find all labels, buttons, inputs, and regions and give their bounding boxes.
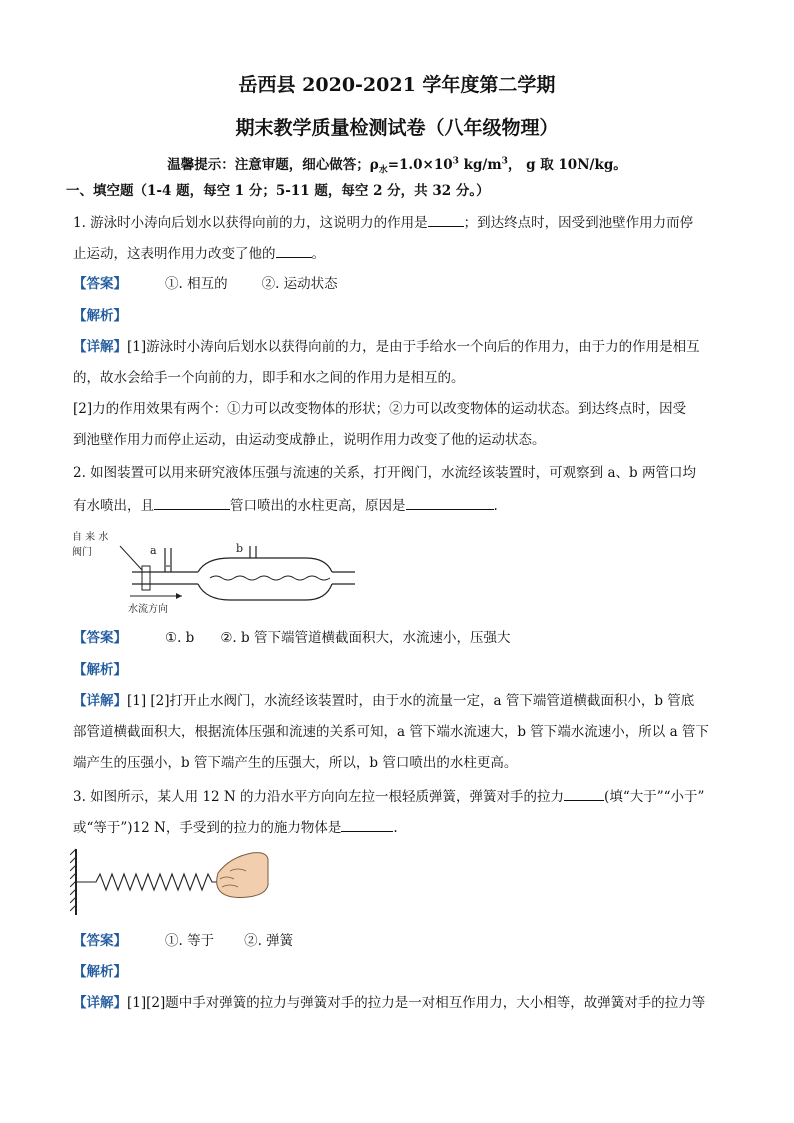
fig-valve-leader xyxy=(120,546,142,570)
spring xyxy=(76,874,222,890)
q1-analysis-tag: 【解析】 xyxy=(73,308,127,324)
q2-blank-2 xyxy=(406,495,494,510)
hand-icon xyxy=(217,853,268,898)
q2-line2 xyxy=(73,495,498,516)
venturi-tube-diagram xyxy=(70,528,360,618)
tips-mid: =1.0×10 xyxy=(387,157,453,173)
q2-text-c: . xyxy=(493,498,498,514)
q2-detail-text-1: [1] [2]打开止水阀门，水流经该装置时，由于水的流量一定，a 管下端管道横截面积小，b 管底 xyxy=(127,693,695,709)
detail-tag: 【详解】 xyxy=(73,339,127,355)
fig-label-b: b xyxy=(236,542,244,555)
tips-suffix: ， g 取 10N/kg。 xyxy=(507,157,627,173)
tips-line xyxy=(0,153,794,176)
q2-text-a: 有水喷出，且 xyxy=(73,498,154,514)
tips-sub: 水 xyxy=(378,165,388,176)
exam-title-line2: 期末教学质量检测试卷（八年级物理） xyxy=(235,117,559,139)
q3-blank-2 xyxy=(341,817,393,832)
valve-icon xyxy=(142,566,150,590)
q2-blank-1 xyxy=(154,495,230,510)
q3-text-b: (填“大于”“小于” xyxy=(604,789,705,805)
q3-text-d: . xyxy=(393,820,398,836)
q3-ans-2: ②. 弹簧 xyxy=(244,933,294,949)
q2-ans-2: ②. b 管下端管道横截面积大，水流速小，压强大 xyxy=(220,630,511,646)
q3-detail-text-1: [1][2]题中手对弹簧的拉力与弹簧对手的拉力是一对相互作用力，大小相等，故弹簧对手的拉力等 xyxy=(127,995,706,1011)
q2-detail-1 xyxy=(73,691,694,711)
tips-sup-unit: 3 xyxy=(501,156,508,167)
q1-ans-1: ①. 相互的 xyxy=(165,276,228,292)
q2-detail-3: 端产生的压强小，b 管下端产生的压强大，所以，b 管口喷出的水柱更高。 xyxy=(73,755,518,771)
q2-text-b: 管口喷出的水柱更高，原因是 xyxy=(230,498,406,514)
q1-text-c: 止运动，这表明作用力改变了他的 xyxy=(73,246,276,262)
q1-text-d: 。 xyxy=(311,246,325,262)
q1-blank-1 xyxy=(428,212,464,227)
q3-analysis-tag: 【解析】 xyxy=(73,964,127,980)
q1-text-b: ；到达终点时，因受到池壁作用力而停 xyxy=(463,215,694,231)
q3-detail-1 xyxy=(73,993,705,1013)
q3-blank-1 xyxy=(564,786,604,801)
q3-text-c: 或“等于”)12 N，手受到的拉力的施力物体是 xyxy=(73,820,342,836)
section-heading: 一、填空题（1-4 题，每空 1 分；5-11 题，每空 2 分，共 32 分。） xyxy=(66,183,490,199)
q2-analysis-tag: 【解析】 xyxy=(73,662,127,678)
q3-answer xyxy=(73,931,293,951)
tips-sup-exp: 3 xyxy=(452,156,459,167)
q2-line1: 2. 如图装置可以用来研究液体压强与流速的关系，打开阀门，水流经该装置时，可观察到 a、b 两管口均 xyxy=(73,465,696,481)
tips-prefix: 温馨提示：注意审题，细心做答；ρ xyxy=(167,157,379,173)
q1-detail-1 xyxy=(73,337,700,357)
detail-tag: 【详解】 xyxy=(73,995,127,1011)
q3-line2 xyxy=(73,817,398,838)
fig-label-a: a xyxy=(150,544,157,557)
fig-flow-label: 水流方向 xyxy=(128,604,168,615)
q3-line1 xyxy=(73,786,704,807)
q1-line2 xyxy=(73,243,325,264)
q2-answer xyxy=(73,628,510,648)
exam-title-line1: 岳西县 2020-2021 学年度第二学期 xyxy=(238,74,556,96)
q1-text-a: 1. 游泳时小涛向后划水以获得向前的力，这说明力的作用是 xyxy=(73,215,428,231)
spring-hand-diagram xyxy=(70,845,270,920)
q1-detail-text-1: [1]游泳时小涛向后划水以获得向前的力，是由于手给水一个向后的作用力，由于力的作用是相互 xyxy=(127,339,700,355)
answer-tag: 【答案】 xyxy=(73,276,127,292)
q1-ans-2: ②. 运动状态 xyxy=(261,276,338,292)
q1-line1 xyxy=(73,212,693,233)
q2-detail-2: 部管道横截面积大，根据流体压强和流速的关系可知，a 管下端水流速大，b 管下端水流速小，所以 a 管下 xyxy=(73,724,709,740)
fig-valve-label-1: 自 来 水 xyxy=(72,532,109,543)
q2-ans-1: ①. b xyxy=(165,630,195,646)
q3-ans-1: ①. 等于 xyxy=(165,933,215,949)
answer-tag: 【答案】 xyxy=(73,630,127,646)
fig-valve-label-2: 阀门 xyxy=(72,547,92,558)
answer-tag: 【答案】 xyxy=(73,933,127,949)
q1-answer xyxy=(73,274,338,294)
q1-detail-3: [2]力的作用效果有两个：①力可以改变物体的形状；②力可以改变物体的运动状态。到达终点时，因受 xyxy=(73,401,687,417)
q3-text-a: 3. 如图所示，某人用 12 N 的力沿水平方向向左拉一根轻质弹簧，弹簧对手的拉力 xyxy=(73,789,565,805)
q1-blank-2 xyxy=(276,243,312,258)
detail-tag: 【详解】 xyxy=(73,693,127,709)
tips-unit: kg/m xyxy=(458,157,502,173)
q1-detail-2: 的，故水会给手一个向前的力，即手和水之间的作用力是相互的。 xyxy=(73,370,465,386)
q1-detail-4: 到池壁作用力而停止运动，由运动变成静止，说明作用力改变了他的运动状态。 xyxy=(73,432,546,448)
